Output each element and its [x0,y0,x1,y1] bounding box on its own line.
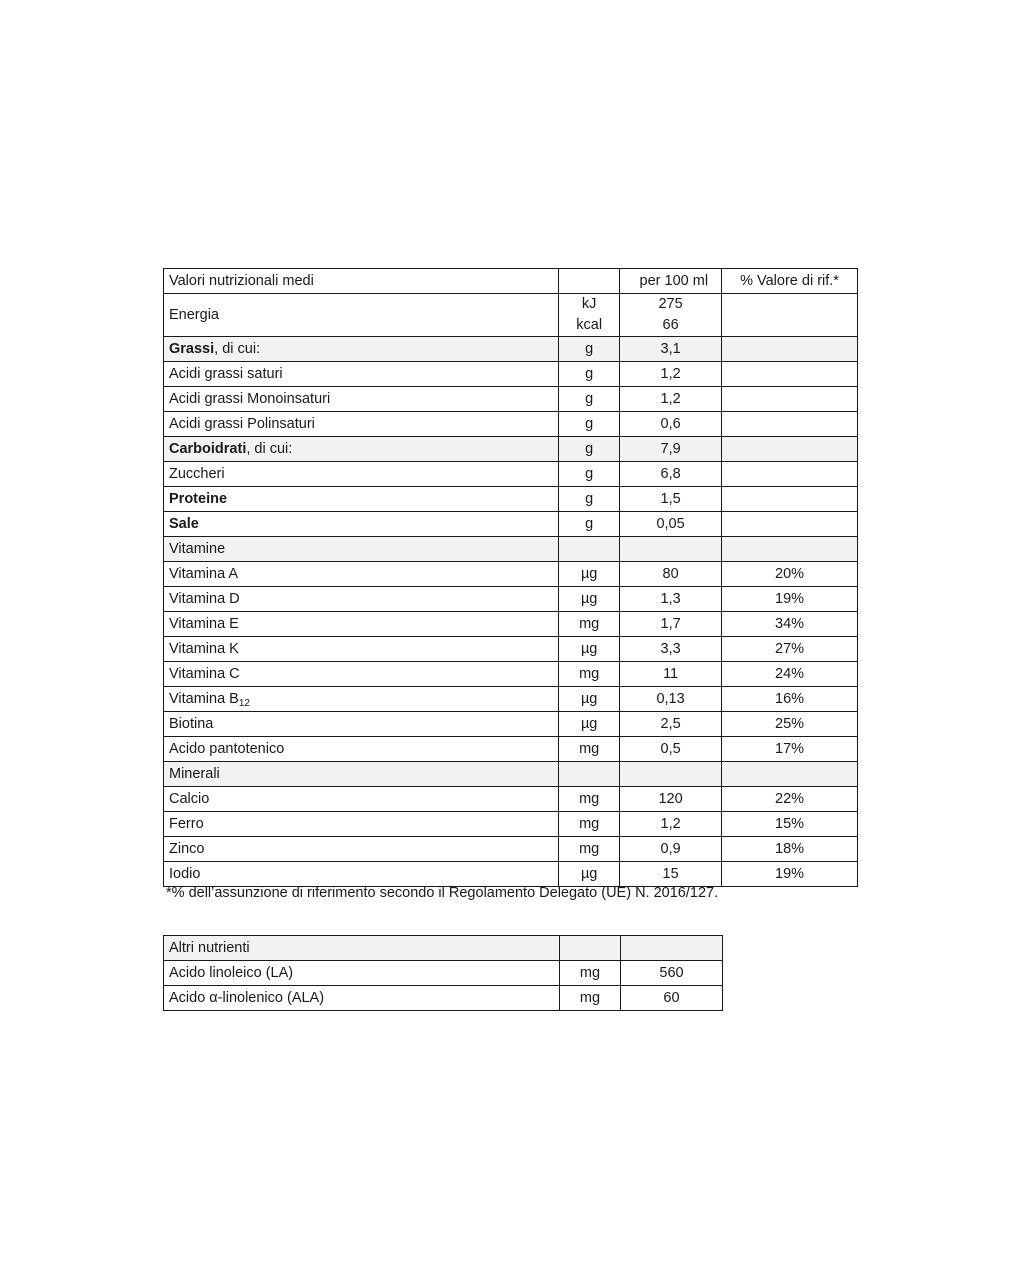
nutrient-ref: 25% [722,712,858,737]
nutrient-ref [722,362,858,387]
nutrient-value: 15 [620,862,722,887]
nutrient-name-text: , di cui: [246,441,293,457]
energy-unit-kj: kJ [581,296,597,312]
nutrient-name [164,512,559,537]
nutrient-unit [559,537,620,562]
nutrient-unit: g [559,462,620,487]
nutrient-name-text: Acido pantotenico [169,741,285,757]
other-header-unit [560,936,621,961]
nutrient-name [164,587,559,612]
nutrient-row [164,612,858,637]
energy-ref [722,294,858,337]
other-header-label: Altri nutrienti [164,936,560,961]
nutrient-row [164,487,858,512]
nutrient-unit: g [559,387,620,412]
nutrient-unit: g [559,437,620,462]
other-unit: mg [560,961,621,986]
nutrient-ref: 24% [722,662,858,687]
nutrient-row [164,837,858,862]
energy-value-kj: 275 [658,296,683,312]
nutrient-value: 0,5 [620,737,722,762]
energy-values [620,294,722,337]
energy-row [164,294,858,337]
nutrient-unit: mg [559,662,620,687]
nutrient-row [164,662,858,687]
nutrient-value: 1,2 [620,812,722,837]
nutrient-row [164,787,858,812]
energy-units [559,294,620,337]
nutrient-unit: mg [559,612,620,637]
nutrient-name [164,737,559,762]
nutrient-name-text: Vitamina C [169,666,240,682]
energy-label: Energia [164,294,559,337]
nutrient-ref [722,437,858,462]
nutrient-name [164,387,559,412]
nutrient-ref: 34% [722,612,858,637]
nutrient-unit: µg [559,687,620,712]
nutrient-ref: 18% [722,837,858,862]
nutrient-row [164,362,858,387]
nutrient-name-text: Vitamina B [169,691,239,707]
nutrition-table [163,268,858,887]
nutrient-ref: 17% [722,737,858,762]
nutrient-name-text: Ferro [169,816,204,832]
nutrient-name [164,837,559,862]
other-row [164,961,723,986]
nutrient-value: 0,13 [620,687,722,712]
nutrient-name [164,762,559,787]
nutrient-name-text: Iodio [169,866,201,882]
nutrient-row [164,537,858,562]
nutrient-name-text: Biotina [169,716,214,732]
nutrient-value [620,537,722,562]
nutrient-name [164,862,559,887]
nutrient-row [164,462,858,487]
nutrient-value: 6,8 [620,462,722,487]
nutrient-name [164,612,559,637]
nutrient-ref: 15% [722,812,858,837]
nutrient-row [164,762,858,787]
nutrient-name [164,487,559,512]
nutrient-ref [722,462,858,487]
nutrient-row [164,737,858,762]
nutrient-unit: g [559,487,620,512]
nutrient-row [164,637,858,662]
nutrient-value: 3,3 [620,637,722,662]
nutrient-name [164,712,559,737]
nutrient-name-text: Zuccheri [169,466,225,482]
nutrient-ref [722,537,858,562]
nutrient-unit: g [559,362,620,387]
nutrient-name-bold: Sale [169,516,199,532]
nutrient-ref [722,487,858,512]
nutrient-value: 0,05 [620,512,722,537]
nutrient-ref [722,337,858,362]
nutrient-row [164,337,858,362]
nutrient-value: 1,3 [620,587,722,612]
other-header-value [621,936,723,961]
nutrient-value [620,762,722,787]
other-name: Acido α-linolenico (ALA) [164,986,560,1011]
nutrient-name [164,662,559,687]
nutrient-ref: 16% [722,687,858,712]
nutrient-ref: 19% [722,587,858,612]
nutrient-value: 80 [620,562,722,587]
nutrient-unit: µg [559,712,620,737]
nutrient-name-bold: Carboidrati [169,441,247,457]
nutrient-value: 1,7 [620,612,722,637]
nutrient-name [164,362,559,387]
nutrient-name-text: Vitamina K [169,641,239,657]
nutrient-name-bold: Proteine [169,491,228,507]
other-row [164,986,723,1011]
nutrient-name [164,462,559,487]
nutrient-name-text: Vitamine [169,541,226,557]
nutrient-row [164,862,858,887]
nutrient-unit: mg [559,787,620,812]
footnote: *% dell’assunzione di riferimento secondo il Regolamento Delegato (UE) N. 2016/127. [166,885,719,901]
nutrient-unit: g [559,412,620,437]
nutrient-row [164,512,858,537]
nutrient-unit: g [559,337,620,362]
nutrient-value: 0,9 [620,837,722,862]
nutrient-row [164,387,858,412]
nutrient-row [164,437,858,462]
other-name: Acido linoleico (LA) [164,961,560,986]
nutrient-name [164,562,559,587]
nutrient-name [164,537,559,562]
nutrient-name [164,637,559,662]
header-label: Valori nutrizionali medi [164,269,559,294]
nutrient-row [164,587,858,612]
nutrient-value: 11 [620,662,722,687]
nutrient-unit: µg [559,637,620,662]
other-value: 560 [621,961,723,986]
nutrient-name-text: Vitamina E [169,616,239,632]
nutrient-name-text: Vitamina D [169,591,240,607]
other-unit: mg [560,986,621,1011]
nutrient-unit [559,762,620,787]
nutrient-name [164,412,559,437]
nutrient-value: 120 [620,787,722,812]
nutrient-ref [722,762,858,787]
nutrient-value: 7,9 [620,437,722,462]
other-value: 60 [621,986,723,1011]
energy-value-kcal: 66 [662,317,679,333]
nutrient-name-text: Acidi grassi saturi [169,366,283,382]
nutrient-value: 1,2 [620,362,722,387]
nutrient-value: 1,5 [620,487,722,512]
other-header-row [164,936,723,961]
nutrient-unit: µg [559,587,620,612]
nutrient-name-text: Zinco [169,841,205,857]
nutrient-name-subscript: 12 [238,698,250,709]
nutrient-name-text: Vitamina A [169,566,239,582]
nutrient-row [164,687,858,712]
nutrient-ref [722,387,858,412]
nutrient-row [164,712,858,737]
nutrient-row [164,812,858,837]
nutrient-unit: g [559,512,620,537]
nutrient-value: 3,1 [620,337,722,362]
nutrient-name-text: Calcio [169,791,210,807]
nutrition-header-row [164,269,858,294]
nutrient-ref: 19% [722,862,858,887]
nutrient-ref: 22% [722,787,858,812]
nutrient-name-text: Acidi grassi Polinsaturi [169,416,315,432]
nutrient-ref [722,512,858,537]
nutrient-name [164,437,559,462]
nutrient-row [164,412,858,437]
nutrient-name [164,337,559,362]
nutrient-name [164,687,559,712]
nutrient-ref: 20% [722,562,858,587]
nutrient-unit: mg [559,812,620,837]
nutrient-unit: µg [559,862,620,887]
nutrient-value: 1,2 [620,387,722,412]
header-per: per 100 ml [620,269,722,294]
nutrient-name [164,787,559,812]
energy-unit-kcal: kcal [576,317,603,333]
nutrient-name-text: Minerali [169,766,220,782]
header-ref: % Valore di rif.* [722,269,858,294]
nutrient-name-bold: Grassi [169,341,215,357]
nutrient-row [164,562,858,587]
nutrient-ref [722,412,858,437]
nutrient-value: 0,6 [620,412,722,437]
nutrient-unit: mg [559,837,620,862]
nutrient-value: 2,5 [620,712,722,737]
nutrient-name-text: , di cui: [214,341,261,357]
nutrient-name-text: Acidi grassi Monoinsaturi [169,391,331,407]
nutrient-ref: 27% [722,637,858,662]
nutrient-name [164,812,559,837]
other-nutrients-table [163,935,723,1011]
nutrient-unit: mg [559,737,620,762]
nutrient-unit: µg [559,562,620,587]
header-unit [559,269,620,294]
